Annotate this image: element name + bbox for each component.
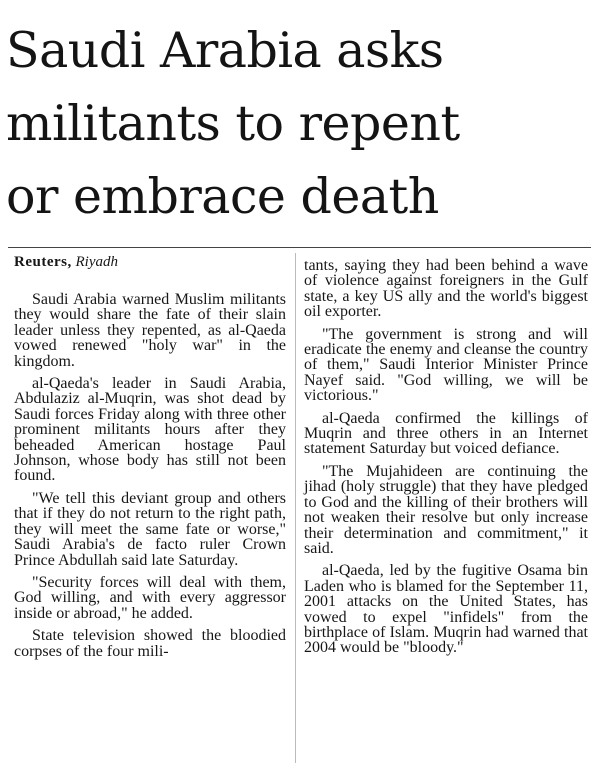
column-divider — [295, 253, 296, 763]
article-paragraph: State television showed the bloodied corpses of the four mili- — [14, 627, 286, 660]
byline-place: Riyadh — [75, 254, 118, 270]
article-column-left — [14, 252, 286, 666]
headline-line: or embrace death — [6, 168, 439, 225]
article-paragraph: al-Qaeda confirmed the killings of Muqrin and three others in an Internet statement Saturday but voiced defiance. — [304, 409, 588, 458]
headline-line: militants to repent — [6, 95, 460, 152]
article-paragraph: "Security forces will deal with them, God willing, and with every aggressor inside or abroad," he added. — [14, 573, 286, 622]
headline-rule — [8, 247, 591, 248]
byline — [14, 252, 286, 272]
byline-agency: Reuters, — [14, 254, 72, 270]
article-paragraph: "The Mujahideen are continuing the jihad (holy struggle) that they have pledged to God and the killing of their brothers will not weaken their resolve but only increase their determination and commitment," it said. — [304, 462, 588, 557]
article-paragraph: Saudi Arabia warned Muslim militants they would share the fate of their slain leader unless they repented, as al-Qaeda vowed renewed "holy war" in the kingdom. — [14, 291, 286, 370]
article-paragraph: "We tell this deviant group and others that if they do not return to the right path, they will meet the same fate or worse," Saudi Arabia's de facto ruler Crown Prince Abdullah said late Saturday. — [14, 489, 286, 569]
headline-line: Saudi Arabia asks — [6, 22, 444, 79]
article-column-right — [304, 258, 588, 663]
article-paragraph: tants, saying they had been behind a wave of violence against foreigners in the Gulf state, a key US ally and the world's biggest oil exporter. — [304, 257, 588, 321]
article-paragraph: "The government is strong and will eradicate the enemy and cleanse the country of them," Saudi Interior Minister Prince Nayef said. "God willing, we will be victorious." — [304, 325, 588, 405]
article-paragraph: al-Qaeda's leader in Saudi Arabia, Abdulaziz al-Muqrin, was shot dead by Saudi forces Friday along with three other prominent militants hours after they beheaded American hostage Paul Johnson, whose body has still not been found. — [14, 375, 286, 485]
headline — [6, 14, 598, 233]
article-paragraph: al-Qaeda, led by the fugitive Osama bin Laden who is blamed for the September 11, 2001 attacks on the United States, has vowed to expel "infidels" from the birthplace of Islam. Muqrin had warned that 2004 would be "bloody." — [304, 562, 588, 657]
